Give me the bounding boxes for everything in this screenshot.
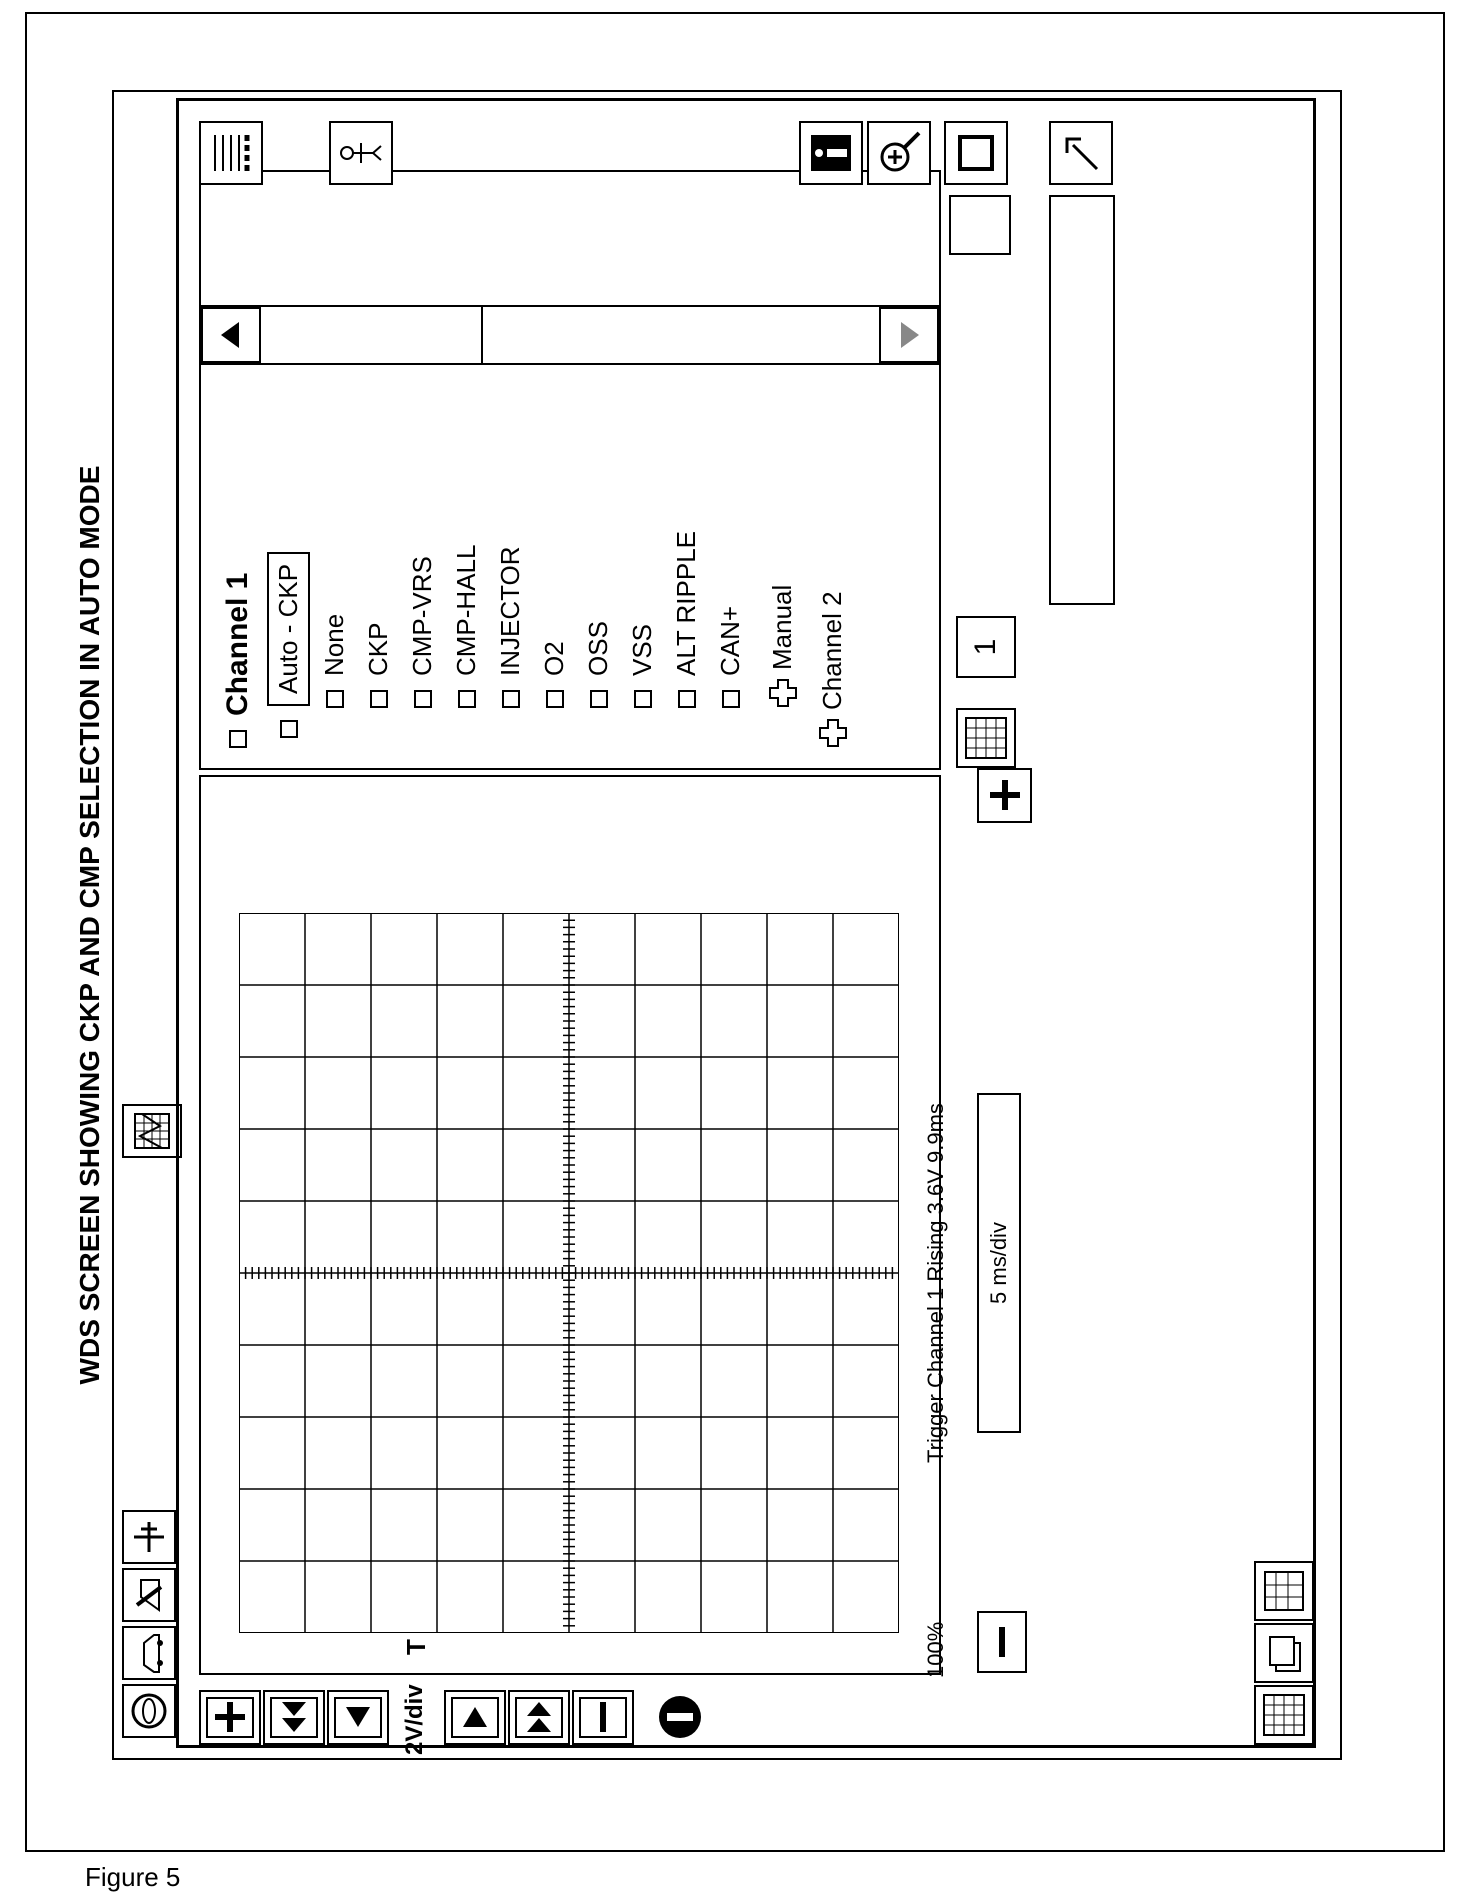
option-label: ALT RIPPLE — [671, 531, 701, 676]
bottom-tab-scope[interactable] — [1254, 1685, 1314, 1745]
scope-icon — [132, 1111, 172, 1151]
exit-button[interactable] — [1049, 121, 1113, 185]
rotated-screenshot — [72, 90, 1362, 1760]
auto-option[interactable] — [267, 552, 310, 738]
person-button[interactable] — [329, 121, 393, 185]
step-forward-button[interactable] — [444, 1690, 506, 1745]
minus-icon — [997, 1627, 1007, 1657]
square-icon — [956, 133, 996, 173]
option-label: CMP-HALL — [451, 544, 481, 676]
channel-option[interactable] — [407, 556, 438, 708]
channel-1-checkbox[interactable] — [229, 730, 247, 748]
plus-icon — [213, 1701, 247, 1735]
option-label: VSS — [627, 623, 657, 676]
option-label: CMP-VRS — [407, 556, 437, 676]
tab-service[interactable] — [122, 1568, 176, 1622]
manual-option[interactable] — [767, 585, 798, 708]
figure-caption: Figure 5 — [85, 1862, 181, 1892]
channel-1-header[interactable] — [221, 573, 255, 748]
option-checkbox[interactable] — [546, 690, 564, 708]
channel-option[interactable] — [451, 545, 482, 708]
channel-option[interactable] — [363, 623, 394, 708]
work-area — [176, 98, 1316, 1755]
channel-option[interactable] — [627, 624, 658, 708]
tab-vehicle[interactable] — [122, 1626, 176, 1680]
option-checkbox[interactable] — [634, 690, 652, 708]
person-icon — [339, 138, 383, 168]
manual-label: Manual — [767, 584, 797, 670]
option-label: None — [319, 613, 349, 676]
option-checkbox[interactable] — [678, 690, 696, 708]
scroll-divider — [481, 307, 483, 363]
right-icon — [460, 1706, 490, 1730]
channel-panel — [199, 170, 1002, 770]
car-icon — [134, 1631, 164, 1675]
scroll-area[interactable] — [199, 305, 941, 365]
option-label: CAN+ — [715, 605, 745, 676]
scope-display — [199, 775, 1011, 1678]
option-checkbox[interactable] — [370, 690, 388, 708]
double-right-icon — [524, 1701, 554, 1735]
wrench-car-icon — [129, 1575, 169, 1615]
option-checkbox[interactable] — [502, 690, 520, 708]
magnifier-icon — [877, 131, 921, 175]
time-per-div[interactable]: 5 ms/div — [977, 1093, 1021, 1433]
option-checkbox[interactable] — [458, 690, 476, 708]
left-icon — [343, 1706, 373, 1730]
channel-option[interactable] — [319, 614, 350, 708]
channel-option[interactable] — [671, 531, 702, 708]
status-field — [1049, 195, 1115, 605]
tab-connector[interactable] — [122, 1510, 176, 1564]
channel-option[interactable] — [539, 641, 570, 708]
grid-icon — [964, 716, 1008, 760]
figure-title: WDS SCREEN SHOWING CKP AND CMP SELECTION IN AUTO MODE — [74, 465, 105, 1385]
connector-icon — [129, 1517, 169, 1557]
channel-option[interactable] — [495, 546, 526, 708]
option-checkbox[interactable] — [590, 690, 608, 708]
tab-wds-home[interactable] — [122, 1684, 176, 1738]
expand-icon — [768, 678, 798, 708]
help-button[interactable] — [799, 121, 863, 185]
option-label: CKP — [363, 622, 393, 676]
channel-2-option[interactable] — [817, 591, 848, 748]
info-button[interactable] — [649, 1690, 711, 1745]
list-icon — [209, 131, 253, 175]
bottom-tab-stack[interactable] — [1254, 1623, 1314, 1683]
zoom-out-button[interactable] — [572, 1690, 634, 1745]
zoom-percent: 100% — [923, 1621, 948, 1678]
option-checkbox[interactable] — [414, 690, 432, 708]
wds-window — [112, 90, 1342, 1760]
channel-1-label: Channel 1 — [221, 572, 254, 716]
help-icon — [809, 133, 853, 173]
scope-minus-button[interactable] — [977, 1611, 1027, 1673]
auto-checkbox[interactable] — [280, 720, 298, 738]
fast-back-button[interactable] — [263, 1690, 325, 1745]
zoom-in-button[interactable] — [199, 1690, 261, 1745]
option-label: OSS — [583, 621, 613, 676]
option-label: O2 — [539, 641, 569, 676]
step-back-button[interactable] — [327, 1690, 389, 1745]
double-left-icon — [279, 1701, 309, 1735]
auto-option-label: Auto - CKP — [267, 552, 310, 706]
minus-icon — [586, 1701, 620, 1735]
trigger-info: Trigger Channel 1 Rising 3.6V 9.9ms — [923, 1103, 948, 1463]
down-icon — [897, 320, 921, 350]
panel-page-number: 1 — [956, 616, 1016, 678]
trigger-marker: T — [401, 1639, 431, 1655]
exit-icon — [1059, 131, 1103, 175]
info-icon — [657, 1695, 703, 1741]
panel-scroll-grid-button[interactable] — [949, 195, 1011, 255]
scope-icon — [1262, 1693, 1306, 1737]
option-label: INJECTOR — [495, 546, 525, 676]
scope-plus-button[interactable] — [977, 768, 1032, 823]
channel-option[interactable] — [715, 606, 746, 708]
plus-icon — [988, 779, 1022, 813]
table-icon — [1262, 1569, 1306, 1613]
scroll-up-button[interactable] — [201, 307, 261, 363]
scroll-down-button[interactable] — [879, 307, 939, 363]
stack-pages-icon — [1262, 1631, 1306, 1675]
option-checkbox[interactable] — [722, 690, 740, 708]
list-view-button[interactable] — [199, 121, 263, 185]
zoom-tool-button[interactable] — [867, 121, 931, 185]
up-icon — [219, 320, 243, 350]
option-checkbox[interactable] — [326, 690, 344, 708]
panel-grid-button[interactable] — [956, 708, 1016, 768]
volts-per-div-label: 2V/div — [401, 1684, 428, 1755]
tab-scope[interactable] — [122, 1104, 182, 1158]
channel-2-label: Channel 2 — [817, 591, 847, 710]
expand-icon — [818, 718, 848, 748]
scope-grid — [239, 913, 899, 1633]
fast-forward-button[interactable] — [508, 1690, 570, 1745]
channel-option[interactable] — [583, 621, 614, 708]
wds-logo-icon — [129, 1691, 169, 1731]
stop-button[interactable] — [944, 121, 1008, 185]
bottom-tab-table[interactable] — [1254, 1561, 1314, 1621]
